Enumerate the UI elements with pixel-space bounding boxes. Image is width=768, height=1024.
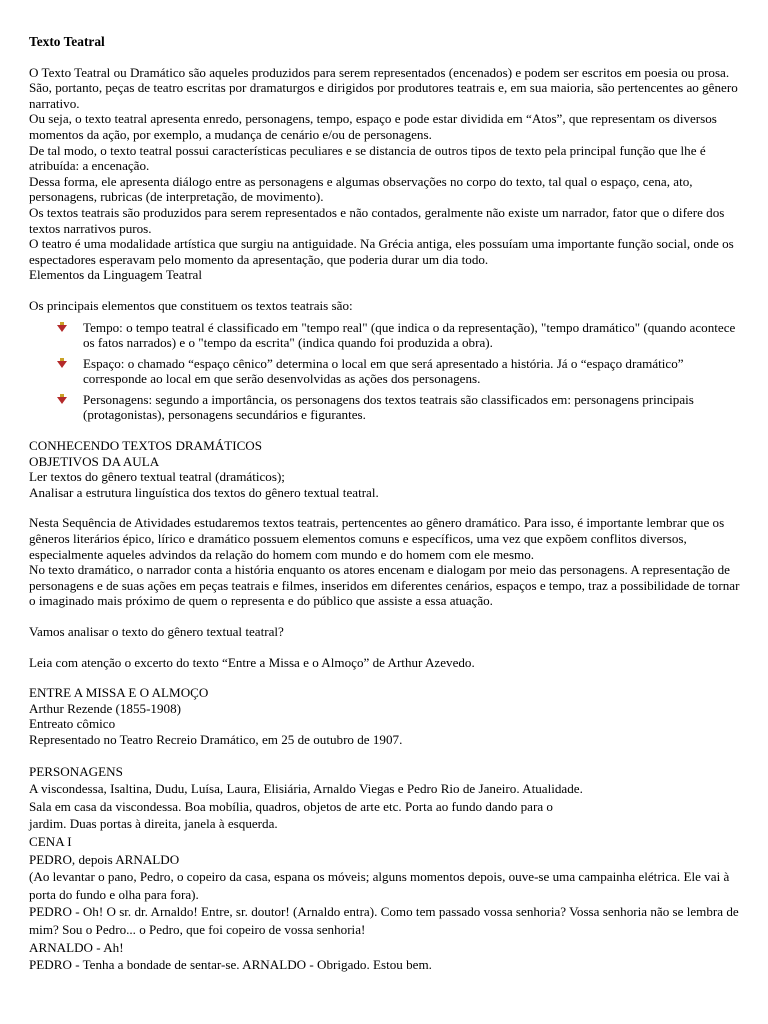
elements-list <box>29 320 741 424</box>
paragraph: Nesta Sequência de Atividades estudaremos textos teatrais, pertencentes ao gênero dramático. Para isso, é importante lembrar que os gêneros literários épico, lírico e dramático possuem elementos comuns e específicos, uma vez que expõem conflitos diversos, especialmente aqueles advindos da relação do homem com mundo e do homem com ele mesmo. <box>29 515 725 562</box>
paragraph: O teatro é uma modalidade artística que surgiu na antiguidade. Na Grécia antiga, eles possuíam uma importante função social, onde os espectadores esperavam pelo momento da apresentação, que poderia durar um dia todo. <box>29 236 734 267</box>
paragraph: Ou seja, o texto teatral apresenta enredo, personagens, tempo, espaço e pode estar dividida em “Atos”, que representam os diversos momentos da ação, por exemplo, a mudança de cenário e/ou de personagens. <box>29 111 717 142</box>
paragraph: Dessa forma, ele apresenta diálogo entre as personagens e algumas observações no corpo do texto, tal qual o espaço, cena, ato, personagens, rubricas (de interpretação, de movimento). <box>29 173 693 205</box>
section-heading: CONHECENDO TEXTOS DRAMÁTICOS <box>29 438 263 454</box>
stage-direction: (Ao levantar o pano, Pedro, o copeiro da casa, espana os móveis; alguns momentos depois, ouve-se uma campainha elétrica. Ele vai à porta do fundo e olha para fora). <box>29 869 730 902</box>
sequence-section <box>29 515 741 609</box>
play-genre: Entreato cômico <box>29 716 116 732</box>
paragraph: Sala em casa da viscondessa. Boa mobília, quadros, objetos de arte etc. Porta ao fundo dando para o <box>29 798 553 814</box>
list-item <box>83 320 741 351</box>
paragraph: De tal modo, o texto teatral possui características peculiares e se distancia de outros tipos de texto pela principal função que lhe é atribuída: a encenação. <box>29 142 706 174</box>
section-heading: PERSONAGENS <box>29 763 123 779</box>
list-item <box>83 356 741 387</box>
arrow-bullet-icon <box>57 358 67 368</box>
list-item-text: Espaço: o chamado “espaço cênico” determina o local em que será apresentado a história. Já o “espaço dramático” corresponde ao local em que serão desenvolvidas as ações dos personagens. <box>83 355 684 387</box>
dialogue-line: PEDRO - Oh! O sr. dr. Arnaldo! Entre, sr. doutor! (Arnaldo entra). Como tem passado vossa senhoria? Vossa senhoria não se lembra de mim? Sou o Pedro... o Pedro, que foi copeiro de vossa senhoria! <box>29 904 739 937</box>
intro-section <box>29 65 741 283</box>
play-excerpt <box>29 763 741 974</box>
play-author: Arthur Rezende (1855-1908) <box>29 700 181 716</box>
document-page <box>29 34 741 974</box>
lesson-section <box>29 438 741 500</box>
question: Vamos analisar o texto do gênero textual teatral? <box>29 624 284 639</box>
objective: Analisar a estrutura linguística dos textos do gênero textual teatral. <box>29 484 379 500</box>
document-title: Texto Teatral <box>29 34 105 49</box>
elements-intro: Os principais elementos que constituem os textos teatrais são: <box>29 297 353 313</box>
dialogue-line: ARNALDO - Ah! <box>29 939 124 955</box>
paragraph: Os textos teatrais são produzidos para serem representados e não contados, geralmente não existe um narrador, fator que o difere dos textos narrativos puros. <box>29 204 725 236</box>
play-title: ENTRE A MISSA E O ALMOÇO <box>29 685 209 701</box>
dialogue-line: PEDRO - Tenha a bondade de sentar-se. ARNALDO - Obrigado. Estou bem. <box>29 957 432 973</box>
play-header <box>29 685 741 747</box>
arrow-bullet-icon <box>57 394 67 404</box>
paragraph: A viscondessa, Isaltina, Dudu, Luísa, Laura, Elisiária, Arnaldo Viegas e Pedro Rio de Janeiro. Atualidade. <box>29 781 583 797</box>
objective: Ler textos do gênero textual teatral (dramáticos); <box>29 469 285 485</box>
read-prompt: Leia com atenção o excerto do texto “Entre a Missa e o Almoço” de Arthur Azevedo. <box>29 654 475 670</box>
list-item-text: Personagens: segundo a importância, os personagens dos textos teatrais são classificados em: personagens principais (protagonistas), personagens secundários e figurantes. <box>83 391 694 423</box>
paragraph: jardim. Duas portas à direita, janela à esquerda. <box>29 816 278 832</box>
play-premiere: Representado no Teatro Recreio Dramático, em 25 de outubro de 1907. <box>29 731 403 747</box>
section-heading: OBJETIVOS DA AULA <box>29 453 160 469</box>
section-heading: Elementos da Linguagem Teatral <box>29 267 202 283</box>
paragraph: No texto dramático, o narrador conta a história enquanto os atores encenam e dialogam por meio das personagens. A representação de personagens e de suas ações em peças teatrais e filmes, inseridos em diferentes cenários, espaços e tempo, traz a possibilidade de tornar o imaginado mais próximo de quem o representa e do público que assiste a essa atuação. <box>29 562 740 609</box>
paragraph: O Texto Teatral ou Dramático são aqueles produzidos para serem representados (encenados) e podem ser escritos em poesia ou prosa. São, portanto, peças de teatro escritas por dramaturgos e dirigidos por produtores teatrais e, em sua maioria, são pertencentes ao gênero narrativo. <box>29 64 738 111</box>
scene-heading: CENA I <box>29 833 72 849</box>
list-item-text: Tempo: o tempo teatral é classificado em "tempo real" (que indica o da representação), "tempo dramático" (quando acontece os fatos narrados) e o "tempo da escrita" (indica quando foi produzida a obra). <box>83 319 736 351</box>
list-item <box>83 392 741 423</box>
scene-characters: PEDRO, depois ARNALDO <box>29 851 180 867</box>
arrow-bullet-icon <box>57 322 67 332</box>
